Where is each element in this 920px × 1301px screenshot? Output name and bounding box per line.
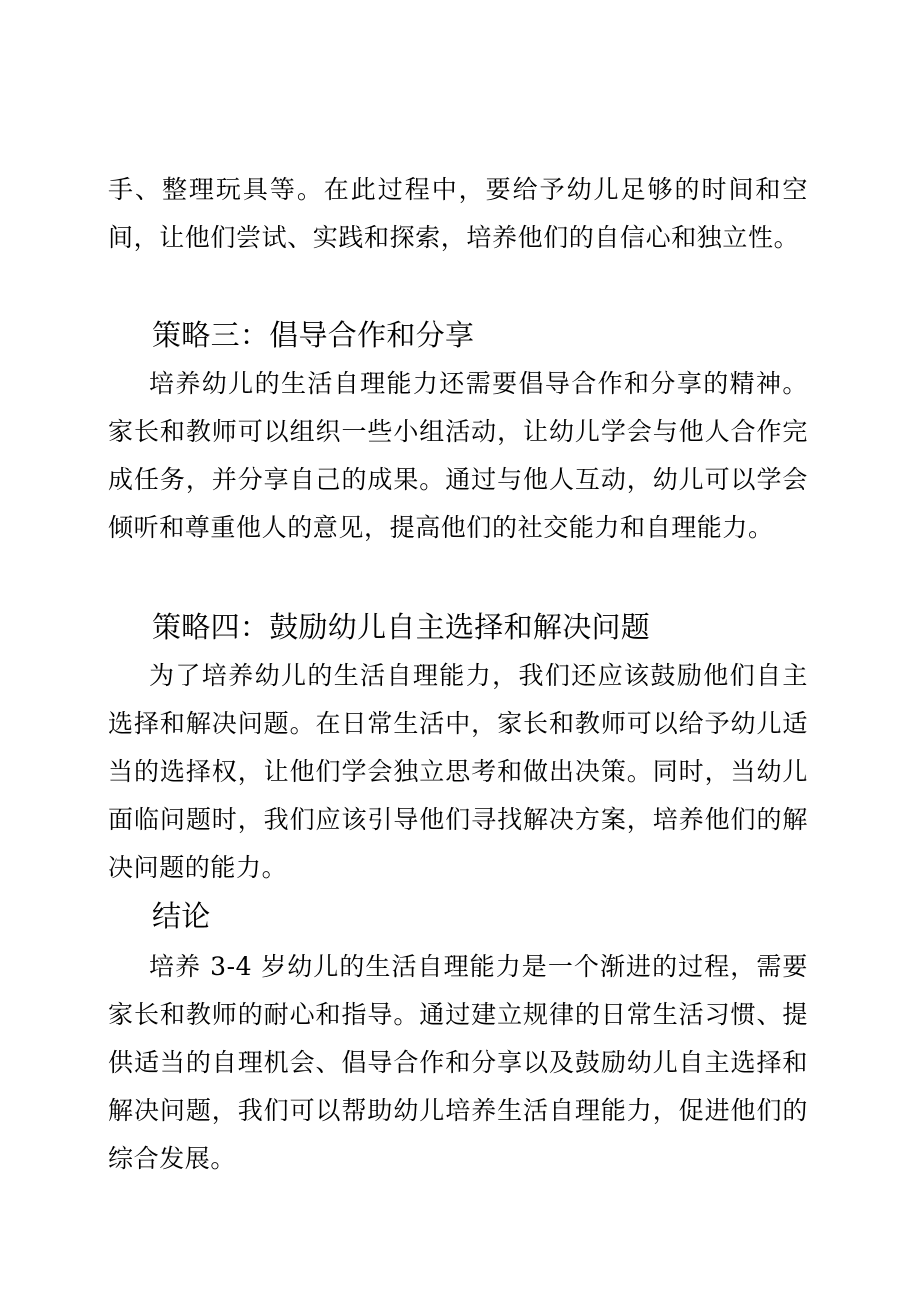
section-heading-strategy-3: 策略三：倡导合作和分享: [152, 318, 475, 352]
section-paragraph-strategy-4: 为了培养幼儿的生活自理能力，我们还应该鼓励他们自主选择和解决问题。在日常生活中，家长和教师可以给予幼儿适当的选择权，让他们学会独立思考和做出决策。同时，当幼儿面临问题时，我们应该引导他们寻找解决方案，培养他们的解决问题的能力。: [108, 661, 808, 882]
section-heading-conclusion: 结论: [152, 899, 211, 933]
continuation-paragraph: 手、整理玩具等。在此过程中，要给予幼儿足够的时间和空间，让他们尝试、实践和探索，培养他们的自信心和独立性。: [108, 175, 808, 252]
section-paragraph-strategy-3: 培养幼儿的生活自理能力还需要倡导合作和分享的精神。家长和教师可以组织一些小组活动，让幼儿学会与他人合作完成任务，并分享自己的成果。通过与他人互动，幼儿可以学会倾听和尊重他人的意见，提高他们的社交能力和自理能力。: [108, 369, 808, 542]
section-heading-strategy-4: 策略四：鼓励幼儿自主选择和解决问题: [152, 610, 651, 644]
section-paragraph-conclusion: 培养 3-4 岁幼儿的生活自理能力是一个渐进的过程，需要家长和教师的耐心和指导。通过建立规律的日常生活习惯、提供适当的自理机会、倡导合作和分享以及鼓励幼儿自主选择和解决问题，我们可以帮助幼儿培养生活自理能力，促进他们的综合发展。: [108, 952, 808, 1173]
